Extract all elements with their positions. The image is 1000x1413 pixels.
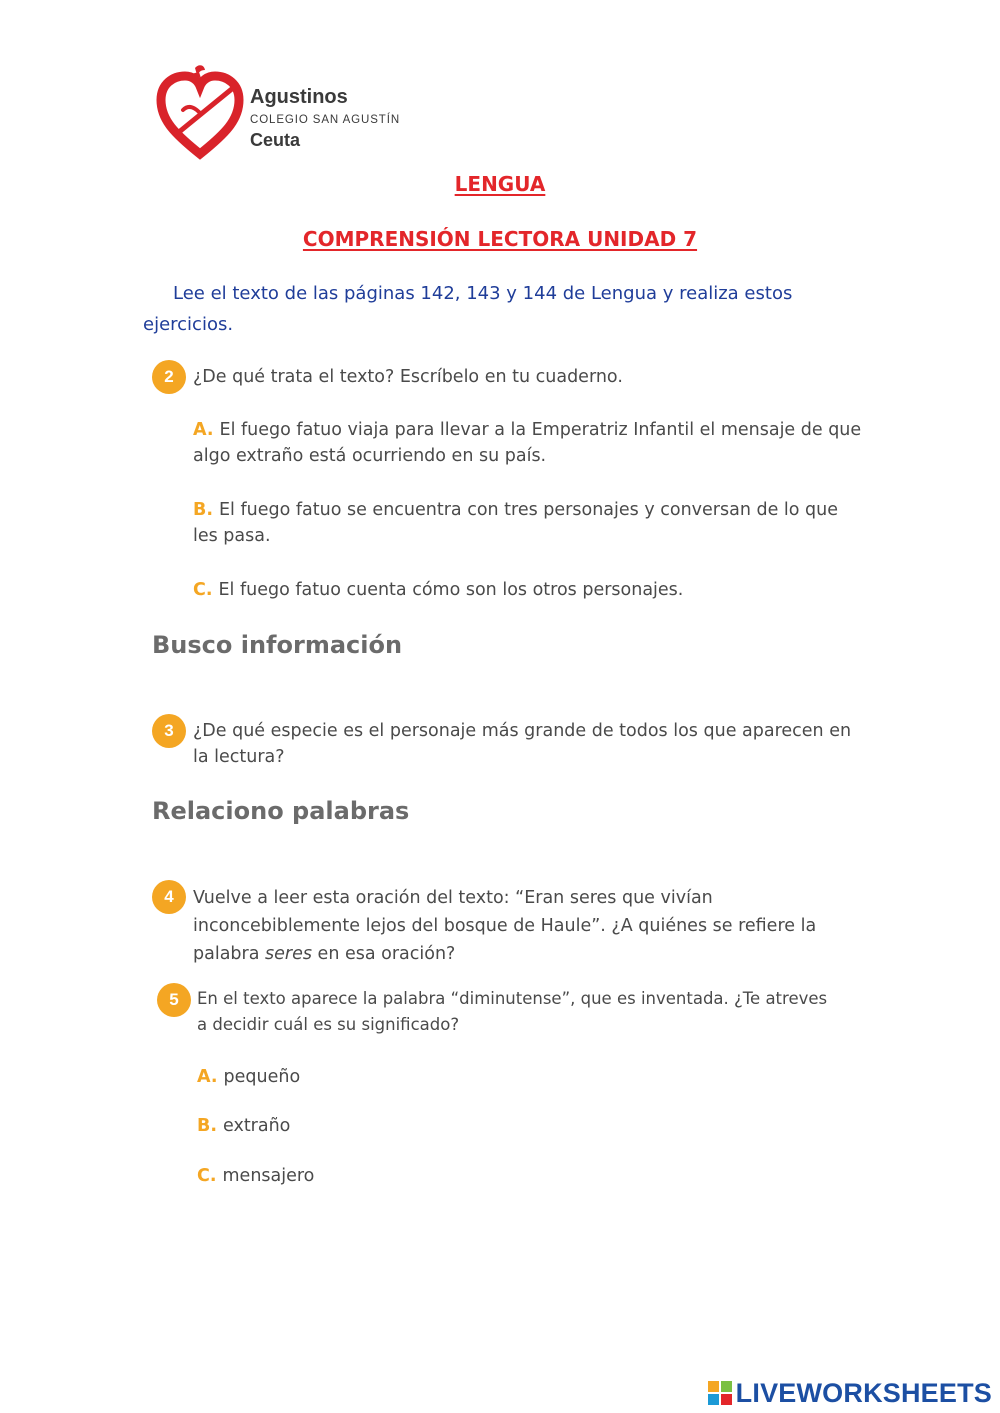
watermark-text: LIVEWORKSHEETS xyxy=(735,1377,992,1408)
question-4-text xyxy=(193,884,913,968)
subject-heading: LENGUA xyxy=(454,172,546,196)
option-text-continued: les pasa. xyxy=(193,526,271,546)
option-letter: C. xyxy=(193,580,213,600)
option-text: El fuego fatuo viaja para llevar a la Emperatriz Infantil el mensaje de que xyxy=(219,420,862,440)
option-text: El fuego fatuo cuenta cómo son los otros personajes. xyxy=(218,580,684,600)
question-2-option-b[interactable] xyxy=(193,497,913,549)
option-letter: A. xyxy=(193,420,214,440)
question-5-line-1: En el texto aparece la palabra “diminutense”, que es inventada. ¿Te atreves xyxy=(197,989,828,1008)
question-4-emphasis: seres xyxy=(265,944,312,964)
question-3-badge: 3 xyxy=(152,714,186,748)
option-text: mensajero xyxy=(222,1166,315,1186)
heart-logo-icon xyxy=(155,62,245,162)
logo-name: Agustinos xyxy=(250,86,348,108)
option-text-continued: algo extraño está ocurriendo en su país. xyxy=(193,446,547,466)
question-5-option-a[interactable] xyxy=(197,1064,300,1090)
question-4-line-1: Vuelve a leer esta oración del texto: “Eran seres que vivían xyxy=(193,888,713,908)
section-heading-relaciono-palabras: Relaciono palabras xyxy=(152,797,410,825)
logo-subtitle: COLEGIO SAN AGUSTÍN xyxy=(250,114,401,126)
option-letter: A. xyxy=(197,1067,218,1087)
question-3-text xyxy=(193,718,913,770)
liveworksheets-watermark xyxy=(708,1375,992,1411)
option-letter: B. xyxy=(197,1116,217,1136)
intro-text xyxy=(143,278,843,340)
question-2-badge: 2 xyxy=(152,360,186,394)
option-text: pequeño xyxy=(223,1067,301,1087)
question-5-text xyxy=(197,986,917,1038)
section-heading-busco-informacion: Busco información xyxy=(152,631,403,659)
question-5-line-2: a decidir cuál es su significado? xyxy=(197,1015,460,1034)
question-3-line-2: la lectura? xyxy=(193,747,285,767)
intro-sentence: Lee el texto de las páginas 142, 143 y 144 de Lengua y realiza estos ejercicios. xyxy=(143,283,793,335)
question-2-option-a[interactable] xyxy=(193,417,913,469)
liveworksheets-logo-icon xyxy=(708,1381,732,1405)
question-2-text: ¿De qué trata el texto? Escríbelo en tu cuaderno. xyxy=(193,367,623,387)
question-5-badge: 5 xyxy=(157,983,191,1017)
option-letter: C. xyxy=(197,1166,217,1186)
question-5-option-b[interactable] xyxy=(197,1113,290,1139)
option-text: El fuego fatuo se encuentra con tres personajes y conversan de lo que xyxy=(219,500,839,520)
school-logo xyxy=(155,62,425,162)
question-3-line-1: ¿De qué especie es el personaje más grande de todos los que aparecen en xyxy=(193,721,852,741)
option-letter: B. xyxy=(193,500,213,520)
logo-city: Ceuta xyxy=(250,130,301,150)
page-title: COMPRENSIÓN LECTORA UNIDAD 7 xyxy=(302,227,698,251)
option-text: extraño xyxy=(223,1116,291,1136)
question-5-option-c[interactable] xyxy=(197,1163,314,1189)
question-4-line-2: inconcebiblemente lejos del bosque de Haule”. ¿A quiénes se refiere la xyxy=(193,916,817,936)
question-2-option-c[interactable] xyxy=(193,577,913,603)
question-4-line-3b: en esa oración? xyxy=(311,944,456,964)
question-4-line-3a: palabra xyxy=(193,944,266,964)
question-4-badge: 4 xyxy=(152,880,186,914)
